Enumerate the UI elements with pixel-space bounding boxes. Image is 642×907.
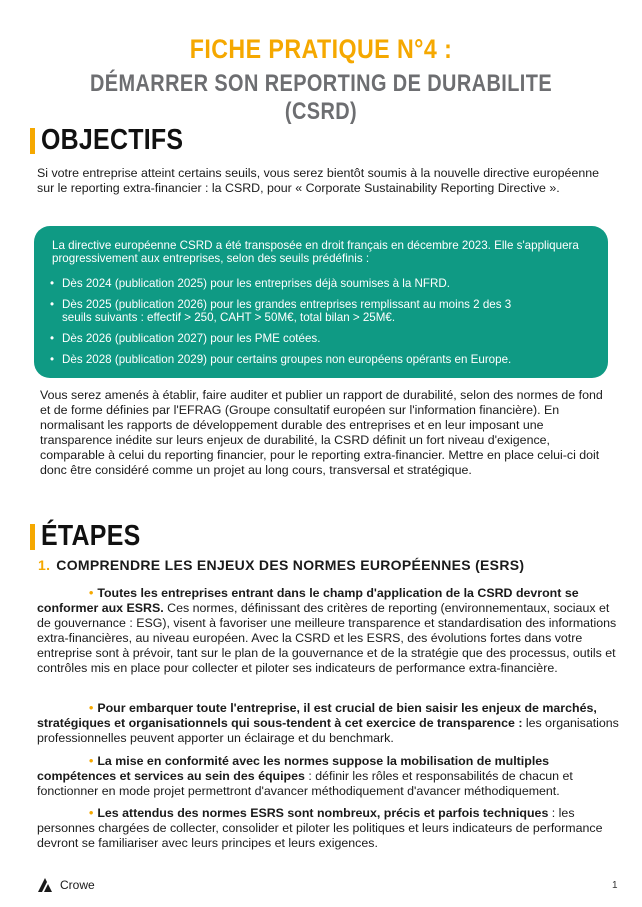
threshold-item-2026: • Dès 2026 (publication 2027) pour les PME cotées.: [50, 332, 602, 345]
document-title: FICHE PRATIQUE N°4 :: [189, 34, 453, 64]
step-bullet: [37, 586, 621, 676]
section-etapes-heading: [30, 520, 157, 553]
bullet-text: Ces normes, définissant des critères de reporting (environnementaux, sociaux et de gouvernance : ESG), visent à favoriser une meilleure transparence et standardisation des informations extra-financières, au niveau européen. Avec la CSRD et les ESRS, des évolutions fortes dans votre entreprise sont à prévoir, tant sur le plan de la gouvernance et de la stratégie que des processus, outils et contrôles mis en place pour collecter et piloter ses indicateurs de performance extra-financière.: [37, 601, 617, 675]
document-subtitle: DÉMARRER SON REPORTING DE DURABILITE (CSRD): [89, 70, 553, 125]
section-accent-bar: [30, 524, 35, 550]
bullet-dot: •: [89, 754, 94, 768]
section-accent-bar: [30, 128, 35, 154]
page-number: 1: [612, 880, 618, 891]
section-title-objectifs: OBJECTIFS: [41, 124, 184, 156]
bullet-dot: •: [89, 806, 94, 820]
info-box-intro: La directive européenne CSRD a été transposée en droit français en décembre 2023. Elle s'appliquera progressivement aux entreprises, selon des seuils prédéfinis :: [52, 239, 579, 265]
threshold-item-2028: • Dès 2028 (publication 2029) pour certains groupes non européens opérants en Europe.: [50, 353, 602, 366]
bullet-dot: •: [89, 586, 94, 600]
threshold-item-2025: • Dès 2025 (publication 2026) pour les grandes entreprises remplissant au moins 2 des 3 seuils suivants : effectif > 250, CAHT > 50M€, total bilan > 25M€.: [50, 298, 532, 324]
step-1-label: COMPRENDRE LES ENJEUX DES NORMES EUROPÉENNES (ESRS): [56, 557, 525, 573]
bullet-bold-text: Les attendus des normes ESRS sont nombreux, précis et parfois techniques: [97, 806, 549, 820]
bullet-text: les organisations professionnelles peuvent apporter un éclairage et du benchmark.: [37, 716, 619, 745]
bullet-text: : les personnes chargées de collecter, consolider et piloter les politiques et leurs indicateurs de performance devront se familiariser avec leurs principes et leurs exigences.: [37, 806, 603, 850]
bullet-bold-text: La mise en conformité avec les normes suppose la mobilisation de multiples compétences et services au sein des équipes: [37, 754, 550, 783]
step-bullet: [37, 754, 621, 799]
section-objectifs-heading: [30, 124, 206, 157]
crowe-logo-icon: [38, 878, 56, 892]
crowe-logo: [38, 878, 95, 892]
step-1-title: [38, 557, 524, 573]
section-title-etapes: ÉTAPES: [41, 520, 141, 552]
step-bullet: [37, 806, 621, 851]
bullet-bold-text: Toutes les entreprises entrant dans le champ d'application de la CSRD devront se conformer aux ESRS.: [37, 586, 579, 615]
threshold-item-2024: • Dès 2024 (publication 2025) pour les entreprises déjà soumises à la NFRD.: [50, 277, 602, 290]
bullet-bold-text: Pour embarquer toute l'entreprise, il est crucial de bien saisir les enjeux de marchés, stratégiques et organisationnels qui sous-tendent à cet exercice de transparence :: [37, 701, 597, 730]
objectifs-intro-paragraph: Si votre entreprise atteint certains seuils, vous serez bientôt soumis à la nouvelle directive européenne sur le reporting extra-financier : la CSRD, pour « Corporate Sustainability Reporting Directive ».: [37, 166, 600, 195]
crowe-logo-text: Crowe: [60, 878, 95, 892]
step-1-number: 1.: [38, 557, 51, 573]
objectifs-body-paragraph: Vous serez amenés à établir, faire auditer et publier un rapport de durabilité, selon des normes de fond et de forme définies par l'EFRAG (Groupe consultatif européen sur l'information financière). En normalisant les rapports de développement durable des entreprises et en leur imposant une transparence inédite sur leurs enjeux de durabilité, la CSRD définit un fort niveau d'exigence, comparable à celui du reporting financier, pour le reporting extra-financier. Mettre en place celui-ci doit donc être considéré comme un projet au long cours, transversal et stratégique.: [40, 388, 603, 477]
step-bullet: [37, 701, 621, 746]
bullet-dot: •: [89, 701, 94, 715]
bullet-text: : définir les rôles et responsabilités de chacun et fonctionner en mode projet permettront d'avancer méthodiquement d'avancer méthodiquement.: [37, 769, 573, 798]
csrd-info-box: [34, 226, 608, 378]
